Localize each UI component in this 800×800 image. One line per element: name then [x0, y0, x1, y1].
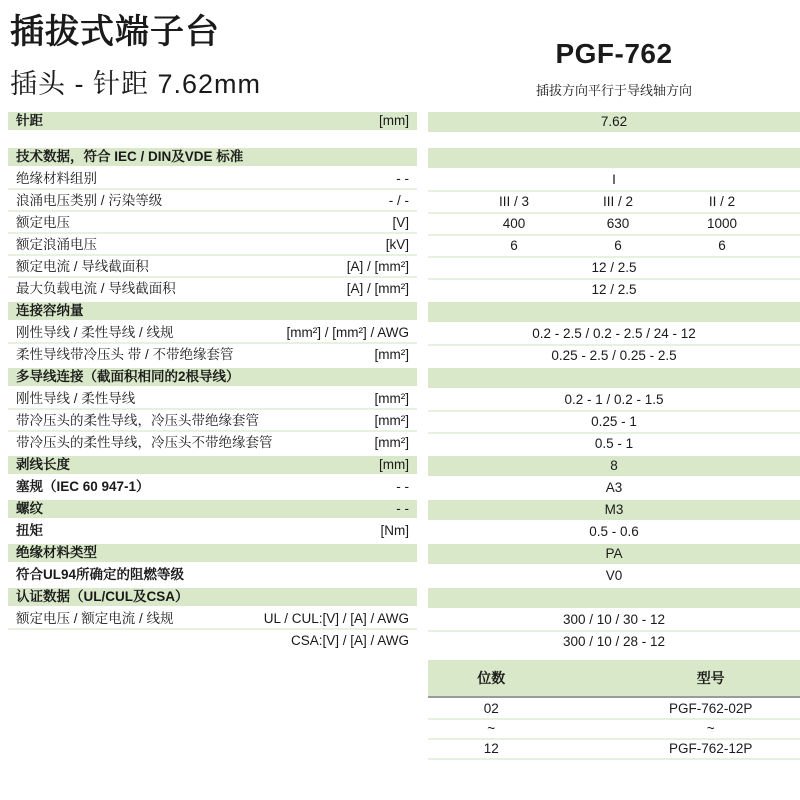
spec-unit: [mm²] — [374, 435, 409, 450]
spec-value: 300 / 10 / 28 - 12 — [562, 634, 666, 649]
spec-value: I — [612, 172, 616, 187]
section-title: 连接容纳量 — [16, 303, 84, 318]
spec-value: 0.25 - 2.5 / 0.25 - 2.5 — [551, 348, 677, 363]
spec-value: 0.25 - 1 — [591, 414, 637, 429]
spec-unit: [mm²] / [mm²] / AWG — [286, 325, 409, 340]
spec-unit: [mm²] — [374, 347, 409, 362]
spec-value: PA — [605, 546, 623, 561]
spec-value: 12 / 2.5 — [591, 260, 637, 275]
spec-value: 6 — [510, 238, 518, 253]
spec-value: 0.5 - 0.6 — [589, 524, 639, 539]
section-header-multi-conductor — [0, 368, 800, 390]
spec-row-gauge — [0, 478, 800, 500]
spec-unit: [mm²] — [374, 413, 409, 428]
model-cell-positions: 02 — [483, 701, 499, 716]
section-header-spacer — [428, 588, 800, 610]
spec-row-thread — [0, 500, 800, 522]
spec-row-strip-length — [0, 456, 800, 478]
section-header-technical — [0, 148, 800, 170]
spec-value: M3 — [604, 502, 624, 517]
page-title: 插拔式端子台 — [10, 13, 220, 51]
spec-label: 额定电流 / 导线截面积 — [16, 259, 149, 274]
section-header-cell — [8, 148, 417, 168]
section-title: 多导线连接（截面积相同的2根导线） — [16, 369, 240, 384]
spec-label: 塞规（IEC 60 947-1） — [16, 479, 150, 494]
document-header — [0, 0, 800, 112]
spec-value-cell — [428, 112, 800, 134]
spec-label: 剥线长度 — [16, 457, 70, 472]
model-table — [428, 660, 800, 760]
section-header-spacer — [428, 148, 800, 170]
spec-value: 8 — [610, 458, 618, 473]
spec-label: 额定浪涌电压 — [16, 237, 97, 252]
spec-value: V0 — [605, 568, 623, 583]
section-header-spacer — [428, 368, 800, 390]
spec-row-csa-rating — [0, 632, 800, 654]
spec-label: 刚性导线 / 柔性导线 / 线规 — [16, 325, 174, 340]
spec-label: 额定电压 / 额定电流 / 线规 — [16, 611, 174, 626]
spec-value: 12 / 2.5 — [591, 282, 637, 297]
spec-value: 300 / 10 / 30 - 12 — [562, 612, 666, 627]
model-cell-positions: 12 — [483, 741, 499, 756]
spec-value: 400 — [502, 216, 526, 231]
spec-label: 针距 — [16, 113, 43, 128]
spec-row-ul-cul-rating — [0, 610, 800, 632]
model-cell-part-number: PGF-762-02P — [669, 701, 753, 716]
spec-label: 绝缘材料组别 — [16, 171, 97, 186]
spec-value: A3 — [605, 480, 623, 495]
spec-unit: [A] / [mm²] — [346, 259, 409, 274]
page-subtitle: 插头 - 针距 7.62mm — [10, 69, 262, 99]
section-header-connection-capacity — [0, 302, 800, 324]
model-cell-part-number: ~ — [706, 721, 715, 736]
spec-value: 0.2 - 2.5 / 0.2 - 2.5 / 24 - 12 — [532, 326, 696, 341]
spec-table — [0, 112, 800, 654]
spec-value: 6 — [614, 238, 622, 253]
spec-unit: - - — [396, 501, 409, 516]
spec-label: 刚性导线 / 柔性导线 — [16, 391, 136, 406]
spec-label: 浪涌电压类别 / 污染等级 — [16, 193, 163, 208]
spec-unit: CSA:[V] / [A] / AWG — [290, 633, 409, 648]
spec-unit: - - — [396, 479, 409, 494]
model-table-row — [428, 700, 800, 720]
section-title: 技术数据，符合 IEC / DIN及VDE 标准 — [16, 149, 244, 164]
spec-row-rated-surge-voltage — [0, 236, 800, 258]
section-title: 认证数据（UL/CUL及CSA） — [16, 589, 189, 604]
spec-row-surge-category — [0, 192, 800, 214]
spec-row-multi-ferrule-sleeve — [0, 412, 800, 434]
spec-unit: [V] — [392, 215, 409, 230]
model-table-row — [428, 720, 800, 740]
model-table-row — [428, 740, 800, 760]
spec-value: 7.62 — [600, 114, 628, 129]
spec-unit: [mm²] — [374, 391, 409, 406]
spec-value: III / 3 — [498, 194, 529, 209]
section-header-certification — [0, 588, 800, 610]
spec-label: 绝缘材料类型 — [16, 545, 97, 560]
spec-label-cell — [8, 112, 417, 132]
spec-row-ferrule-wire — [0, 346, 800, 368]
spec-value: 6 — [718, 238, 726, 253]
spec-label: 符合UL94所确定的阻燃等级 — [16, 567, 185, 582]
spec-row-solid-stranded-awg — [0, 324, 800, 346]
spec-row-max-load-current — [0, 280, 800, 302]
spec-row-rated-voltage — [0, 214, 800, 236]
spec-row-rated-current — [0, 258, 800, 280]
spec-label: 带冷压头的柔性导线，冷压头不带绝缘套管 — [16, 435, 273, 450]
spec-unit: [kV] — [385, 237, 409, 252]
col-header-positions: 位数 — [477, 670, 506, 686]
model-header — [428, 0, 800, 99]
model-note: 插拔方向平行于导线轴方向 — [535, 83, 692, 98]
spec-label: 最大负载电流 / 导线截面积 — [16, 281, 176, 296]
spec-label: 扭矩 — [16, 523, 43, 538]
spec-label: 柔性导线带冷压头 带 / 不带绝缘套管 — [16, 347, 234, 362]
header-rule — [428, 696, 800, 698]
spec-unit: - - — [396, 171, 409, 186]
spec-label: 螺纹 — [16, 501, 43, 516]
model-cell-positions: ~ — [487, 721, 496, 736]
spec-unit: [mm] — [379, 113, 409, 128]
spec-value: 1000 — [706, 216, 738, 231]
spec-row-torque — [0, 522, 800, 544]
section-header-spacer — [428, 302, 800, 324]
spec-row-multi-solid-stranded — [0, 390, 800, 412]
spec-value: 630 — [606, 216, 630, 231]
model-cell-part-number: PGF-762-12P — [669, 741, 753, 756]
spec-unit: [mm] — [379, 457, 409, 472]
model-number: PGF-762 — [555, 38, 673, 69]
spec-unit: [Nm] — [380, 523, 409, 538]
spec-label: 带冷压头的柔性导线，冷压头带绝缘套管 — [16, 413, 259, 428]
spec-row-ul94-rating — [0, 566, 800, 588]
spec-row-insulation-group — [0, 170, 800, 192]
spec-unit: [A] / [mm²] — [346, 281, 409, 296]
spec-value: 0.5 - 1 — [594, 436, 634, 451]
spec-row-insulation-material — [0, 544, 800, 566]
col-header-spacer — [554, 660, 621, 696]
spec-label: 额定电压 — [16, 215, 70, 230]
spec-unit: - / - — [388, 193, 409, 208]
spec-row-multi-ferrule-no-sleeve — [0, 434, 800, 456]
spec-value: II / 2 — [708, 194, 736, 209]
spec-unit: UL / CUL:[V] / [A] / AWG — [263, 611, 409, 626]
model-table-header — [428, 660, 800, 696]
spec-value: 0.2 - 1 / 0.2 - 1.5 — [564, 392, 664, 407]
spec-value: III / 2 — [602, 194, 633, 209]
spec-row-pitch — [0, 112, 800, 134]
col-header-part-number: 型号 — [696, 670, 725, 686]
